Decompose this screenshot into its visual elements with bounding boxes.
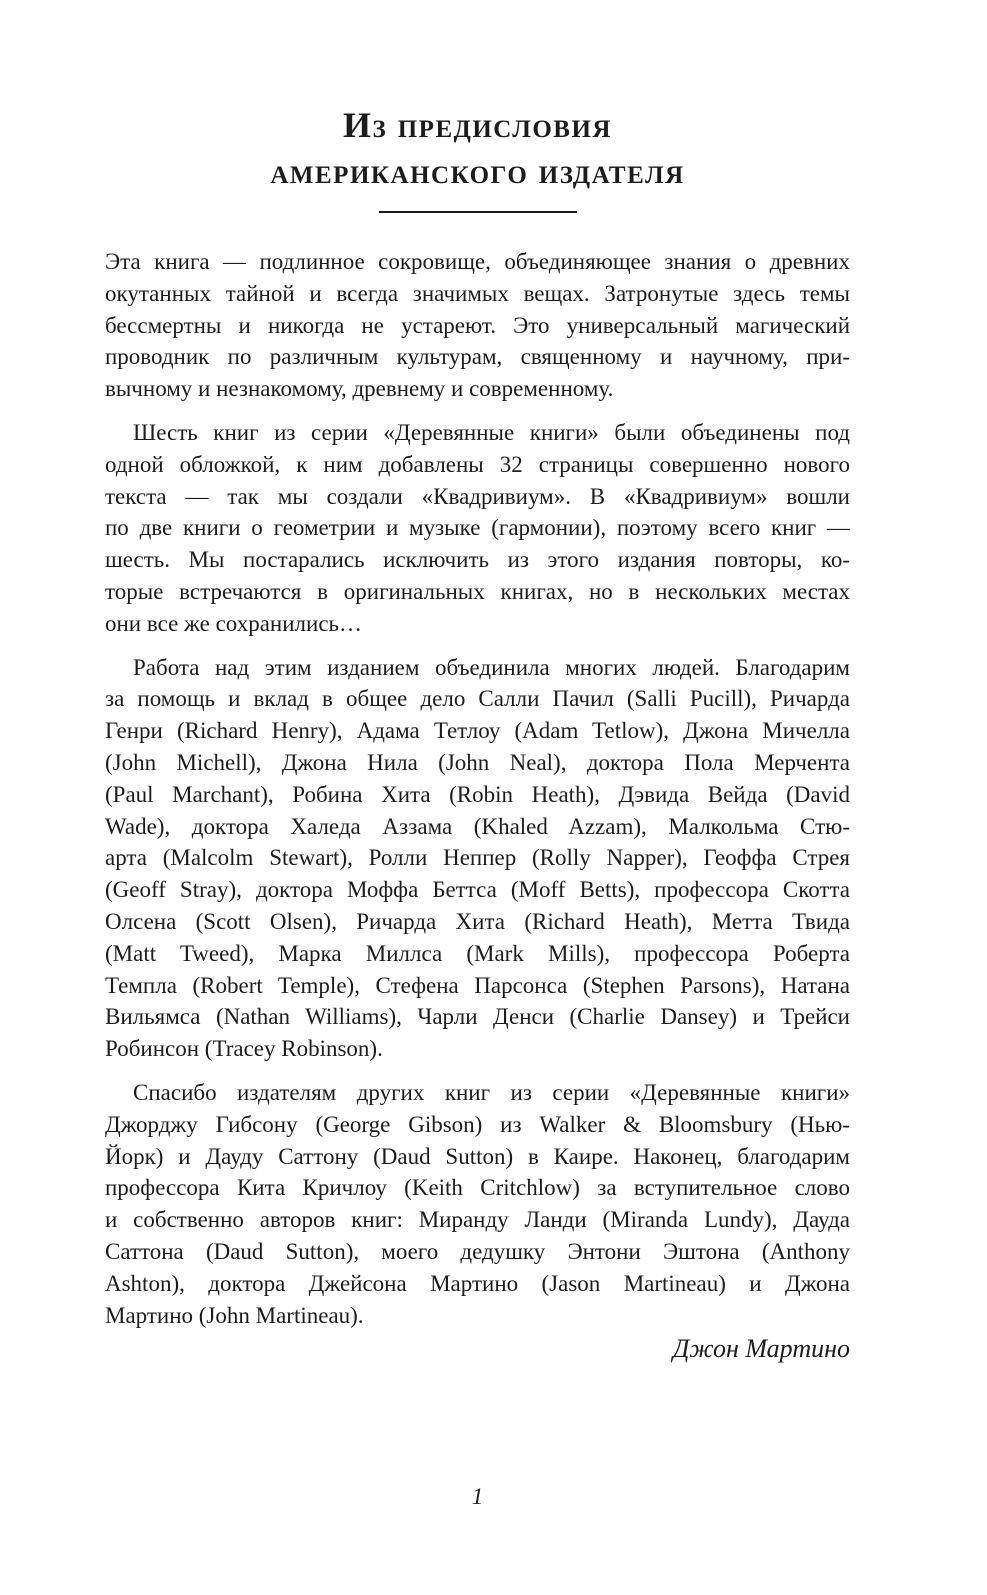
paragraph-line: шесть. Мы постарались исключить из этого издания повторы, ко-	[105, 547, 850, 573]
paragraph-line: Саттона (Daud Sutton), моего дедушку Энтони Эштона (Anthony	[105, 1238, 850, 1264]
paragraph-line: Генри (Richard Henry), Адама Тетлоу (Adam Tetlow), Джона Мичелла	[105, 718, 850, 744]
paragraph-line: за помощь и вклад в общее дело Салли Пачил (Salli Pucill), Ричарда	[105, 686, 850, 712]
paragraph-line: Работа над этим изданием объединила многих людей. Благодарим	[133, 654, 850, 680]
paragraph-line: (Matt Tweed), Марка Миллса (Mark Mills), профессора Роберта	[105, 940, 850, 966]
paragraph-line: арта (Malcolm Stewart), Ролли Неппер (Rolly Napper), Геоффа Стрея	[105, 845, 850, 871]
paragraph-line: Йорк) и Дауду Саттону (Daud Sutton) в Каире. Наконец, благодарим	[105, 1143, 850, 1169]
paragraph-line: окутанных тайной и всегда значимых вещах. Затронутые здесь темы	[105, 280, 850, 306]
preface-text	[105, 246, 850, 1331]
paragraph	[105, 652, 850, 1065]
paragraph	[105, 246, 850, 405]
paragraph-line: по две книги о геометрии и музыке (гармонии), поэтому всего книг —	[105, 515, 850, 541]
paragraph	[105, 417, 850, 640]
paragraph-line: Мартино (John Martineau).	[105, 1302, 364, 1328]
chapter-title-line2: американского издателя	[270, 151, 685, 191]
title-divider	[379, 211, 577, 213]
paragraph-line: Джорджу Гибсону (George Gibson) из Walker & Bloomsbury (Нью-	[105, 1111, 850, 1137]
paragraph-line: Wade), доктора Халеда Аззама (Khaled Azzam), Малкольма Стю-	[105, 813, 850, 839]
paragraph-line: текста — так мы создали «Квадривиум». В «Квадривиум» вошли	[105, 483, 850, 509]
signature: Джон Мартино	[672, 1334, 850, 1364]
paragraph-line: (John Michell), Джона Нила (John Neal), доктора Пола Мерчента	[105, 749, 850, 775]
paragraph-line: и собственно авторов книг: Миранду Ланди (Miranda Lundy), Дауда	[105, 1207, 850, 1233]
paragraph-line: профессора Кита Кричлоу (Keith Critchlow) за вступительное слово	[105, 1175, 850, 1201]
paragraph-line: Вильямса (Nathan Williams), Чарли Денси (Charlie Dansey) и Трейси	[105, 1004, 850, 1030]
page-number: 1	[471, 1484, 484, 1510]
page-header	[105, 102, 850, 213]
paragraph-line: Темпла (Robert Temple), Стефена Парсонса (Stephen Parsons), Натана	[105, 972, 850, 998]
chapter-title-line1: Из предисловия	[343, 105, 612, 145]
paragraph-line: Олсена (Scott Olsen), Ричарда Хита (Richard Heath), Метта Твида	[105, 908, 850, 934]
paragraph-line: Робинсон (Tracey Robinson).	[105, 1036, 383, 1062]
paragraph-line: вычному и незнакомому, древнему и современному.	[105, 376, 614, 402]
paragraph-line: Спасибо издателям других книг из серии «Деревянные книги»	[133, 1079, 850, 1105]
paragraph-line: (Geoff Stray), доктора Моффа Беттса (Moff Betts), профессора Скотта	[105, 877, 850, 903]
text-block	[105, 102, 850, 1511]
paragraph-line: торые встречаются в оригинальных книгах, но в нескольких местах	[105, 578, 850, 604]
paragraph-line: Ashton), доктора Джейсона Мартино (Jason Martineau) и Джона	[105, 1270, 850, 1296]
paragraph-line: они все же сохранились…	[105, 610, 363, 636]
paragraph-line: Эта книга — подлинное сокровище, объединяющее знания о древних	[105, 249, 850, 274]
chapter-title	[105, 102, 850, 194]
paragraph-line: (Paul Marchant), Робина Хита (Robin Heath), Дэвида Вейда (David	[105, 781, 850, 807]
paragraph-line: бессмертны и никогда не устареют. Это универсальный магический	[105, 312, 850, 338]
paragraph-line: проводник по различным культурам, священному и научному, при-	[105, 344, 850, 370]
page-footer	[105, 1483, 850, 1511]
paragraph-line: Шесть книг из серии «Деревянные книги» были объединены под	[133, 419, 850, 445]
paragraph-line: одной обложкой, к ним добавлены 32 страницы совершенно нового	[105, 451, 850, 477]
paragraph	[105, 1077, 850, 1331]
